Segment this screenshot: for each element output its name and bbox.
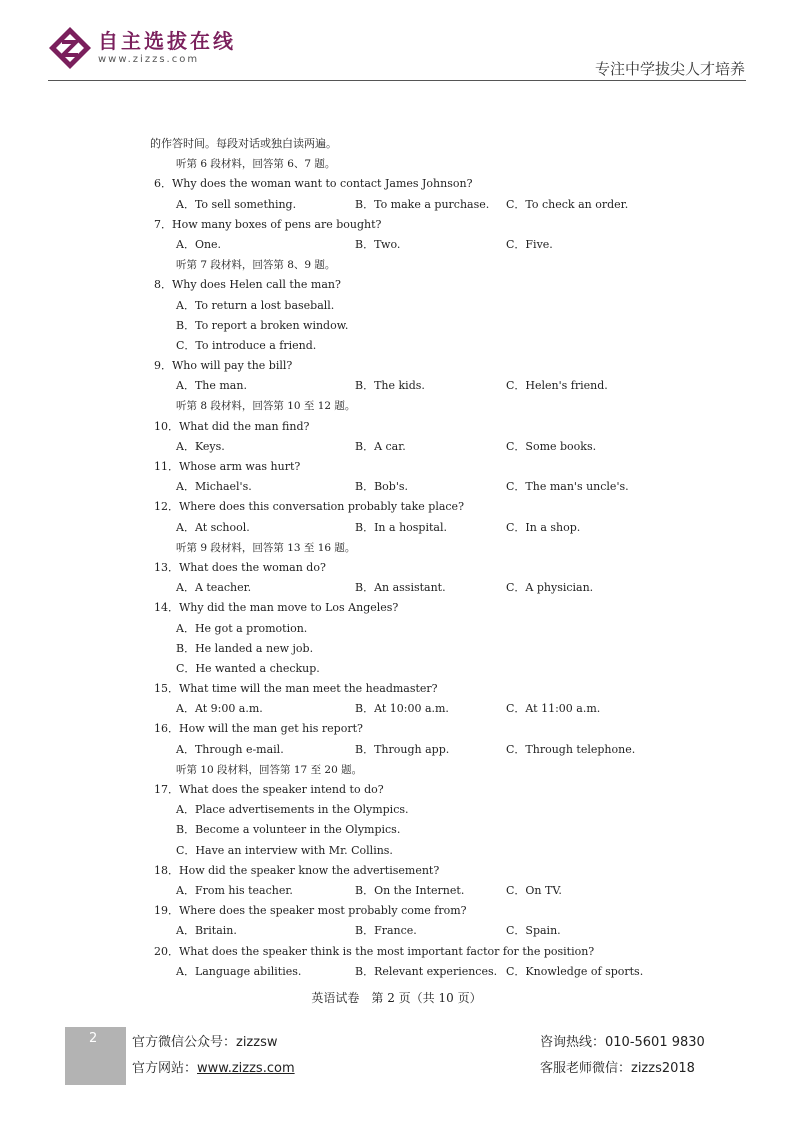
option-c: C．In a shop. bbox=[506, 520, 581, 534]
question-11-options bbox=[150, 477, 660, 497]
option-b: B．France. bbox=[355, 924, 417, 938]
option-a: A．Keys. bbox=[176, 439, 225, 453]
question-17: 17．What does the speaker intend to do? bbox=[154, 783, 384, 796]
option-a: A．The man. bbox=[176, 379, 247, 393]
option-c: C．Have an interview with Mr. Collins. bbox=[176, 843, 393, 857]
option-a: A．At 9:00 a.m. bbox=[176, 702, 263, 716]
option-b: B．He landed a new job. bbox=[176, 641, 314, 655]
option-c: C．The man's uncle's. bbox=[506, 480, 629, 494]
option-b: B．To make a purchase. bbox=[355, 197, 490, 211]
section-heading: 听第 7 段材料，回答第 8、9 题。 bbox=[176, 259, 336, 272]
option-c: C．Knowledge of sports. bbox=[506, 964, 644, 978]
intro-line: 的作答时间。每段对话或独白读两遍。 bbox=[150, 137, 337, 150]
wechat-account: 官方微信公众号：zizzsw bbox=[132, 1035, 278, 1050]
option-b: B．To report a broken window. bbox=[176, 318, 349, 332]
question-15-options bbox=[150, 699, 660, 719]
question-10-options bbox=[150, 437, 660, 457]
question-6: 6．Why does the woman want to contact James Johnson? bbox=[154, 177, 473, 191]
question-9-options bbox=[150, 376, 660, 396]
question-7-options bbox=[150, 235, 660, 255]
option-b: B．In a hospital. bbox=[355, 520, 447, 534]
option-b: B．Through app. bbox=[355, 742, 450, 756]
question-12: 12．Where does this conversation probably take place? bbox=[154, 500, 464, 514]
page-label: 英语试卷 第 2 页（共 10 页） bbox=[311, 991, 482, 1005]
website-line bbox=[132, 1057, 295, 1076]
question-7: 7．How many boxes of pens are bought? bbox=[154, 217, 382, 231]
option-b: B．At 10:00 a.m. bbox=[355, 702, 449, 716]
option-b: B．Two. bbox=[355, 237, 401, 251]
question-19-options bbox=[150, 921, 660, 941]
option-b: B．On the Internet. bbox=[355, 883, 465, 897]
hotline: 咨询热线：010-5601 9830 bbox=[540, 1035, 705, 1050]
page-footer bbox=[0, 1027, 793, 1087]
question-10: 10．What did the man find? bbox=[154, 419, 310, 433]
option-a: A．To sell something. bbox=[176, 197, 297, 211]
brand-name: 自主选拔在线 bbox=[98, 29, 236, 53]
page-number-box bbox=[65, 1027, 126, 1085]
question-6-options bbox=[150, 195, 660, 215]
question-8: 8．Why does Helen call the man? bbox=[154, 278, 341, 292]
option-c: C．Helen's friend. bbox=[506, 379, 608, 393]
section-heading: 听第 10 段材料，回答第 17 至 20 题。 bbox=[176, 763, 363, 776]
option-c: C．Through telephone. bbox=[506, 742, 636, 756]
question-19: 19．Where does the speaker most probably come from? bbox=[154, 904, 467, 918]
option-b: B．The kids. bbox=[355, 379, 425, 393]
question-18-options bbox=[150, 881, 660, 901]
option-b: B．Relevant experiences. bbox=[355, 964, 498, 978]
option-c: C．To introduce a friend. bbox=[176, 338, 317, 352]
header-slogan: 专注中学拔尖人才培养 bbox=[594, 60, 745, 78]
question-20: 20．What does the speaker think is the most important factor for the position? bbox=[154, 944, 595, 958]
option-a: A．A teacher. bbox=[176, 581, 252, 595]
question-9: 9．Who will pay the bill? bbox=[154, 359, 293, 373]
question-14: 14．Why did the man move to Los Angeles? bbox=[154, 601, 399, 615]
website-link[interactable]: www.zizzs.com bbox=[197, 1061, 295, 1076]
option-a: A．To return a lost baseball. bbox=[176, 298, 335, 312]
page-number: 2 bbox=[89, 1031, 98, 1046]
option-c: C．A physician. bbox=[506, 581, 594, 595]
option-a: A．Michael's. bbox=[176, 480, 252, 494]
question-12-options bbox=[150, 518, 660, 538]
question-13-options bbox=[150, 578, 660, 598]
option-a: A．Place advertisements in the Olympics. bbox=[176, 803, 409, 817]
section-heading: 听第 8 段材料，回答第 10 至 12 题。 bbox=[176, 400, 356, 413]
option-a: A．At school. bbox=[176, 520, 250, 534]
option-c: C．He wanted a checkup. bbox=[176, 661, 320, 675]
brand-url: www.zizzs.com bbox=[98, 54, 200, 65]
option-c: C．On TV. bbox=[506, 883, 562, 897]
question-18: 18．How did the speaker know the advertisement? bbox=[154, 863, 440, 877]
option-a: A．One. bbox=[176, 237, 222, 251]
question-15: 15．What time will the man meet the headmaster? bbox=[154, 682, 438, 696]
option-a: A．Through e-mail. bbox=[176, 742, 284, 756]
option-c: C．Five. bbox=[506, 237, 553, 251]
option-a: A．Britain. bbox=[176, 924, 237, 938]
option-c: C．Some books. bbox=[506, 439, 597, 453]
option-a: A．From his teacher. bbox=[176, 883, 293, 897]
question-16: 16．How will the man get his report? bbox=[154, 722, 363, 736]
question-11: 11．Whose arm was hurt? bbox=[154, 460, 301, 473]
brand-block bbox=[98, 30, 236, 65]
option-b: B．An assistant. bbox=[355, 581, 446, 595]
question-16-options bbox=[150, 740, 660, 760]
page-header bbox=[0, 0, 793, 82]
section-heading: 听第 6 段材料，回答第 6、7 题。 bbox=[176, 158, 336, 171]
option-c: C．To check an order. bbox=[506, 197, 629, 211]
section-heading: 听第 9 段材料，回答第 13 至 16 题。 bbox=[176, 541, 356, 554]
option-b: B．A car. bbox=[355, 439, 406, 453]
option-b: B．Bob's. bbox=[355, 480, 408, 494]
exam-content bbox=[150, 134, 660, 982]
zizzs-logo-icon bbox=[48, 26, 92, 70]
option-a: A．Language abilities. bbox=[176, 964, 302, 978]
option-a: A．He got a promotion. bbox=[176, 621, 308, 635]
website-label: 官方网站： bbox=[132, 1061, 198, 1076]
question-13: 13．What does the woman do? bbox=[154, 560, 326, 574]
option-c: C．Spain. bbox=[506, 924, 561, 938]
option-c: C．At 11:00 a.m. bbox=[506, 702, 601, 716]
header-divider bbox=[48, 80, 746, 81]
question-20-options bbox=[150, 962, 660, 982]
service-wechat: 客服老师微信：zizzs2018 bbox=[540, 1061, 695, 1076]
option-b: B．Become a volunteer in the Olympics. bbox=[176, 823, 401, 837]
